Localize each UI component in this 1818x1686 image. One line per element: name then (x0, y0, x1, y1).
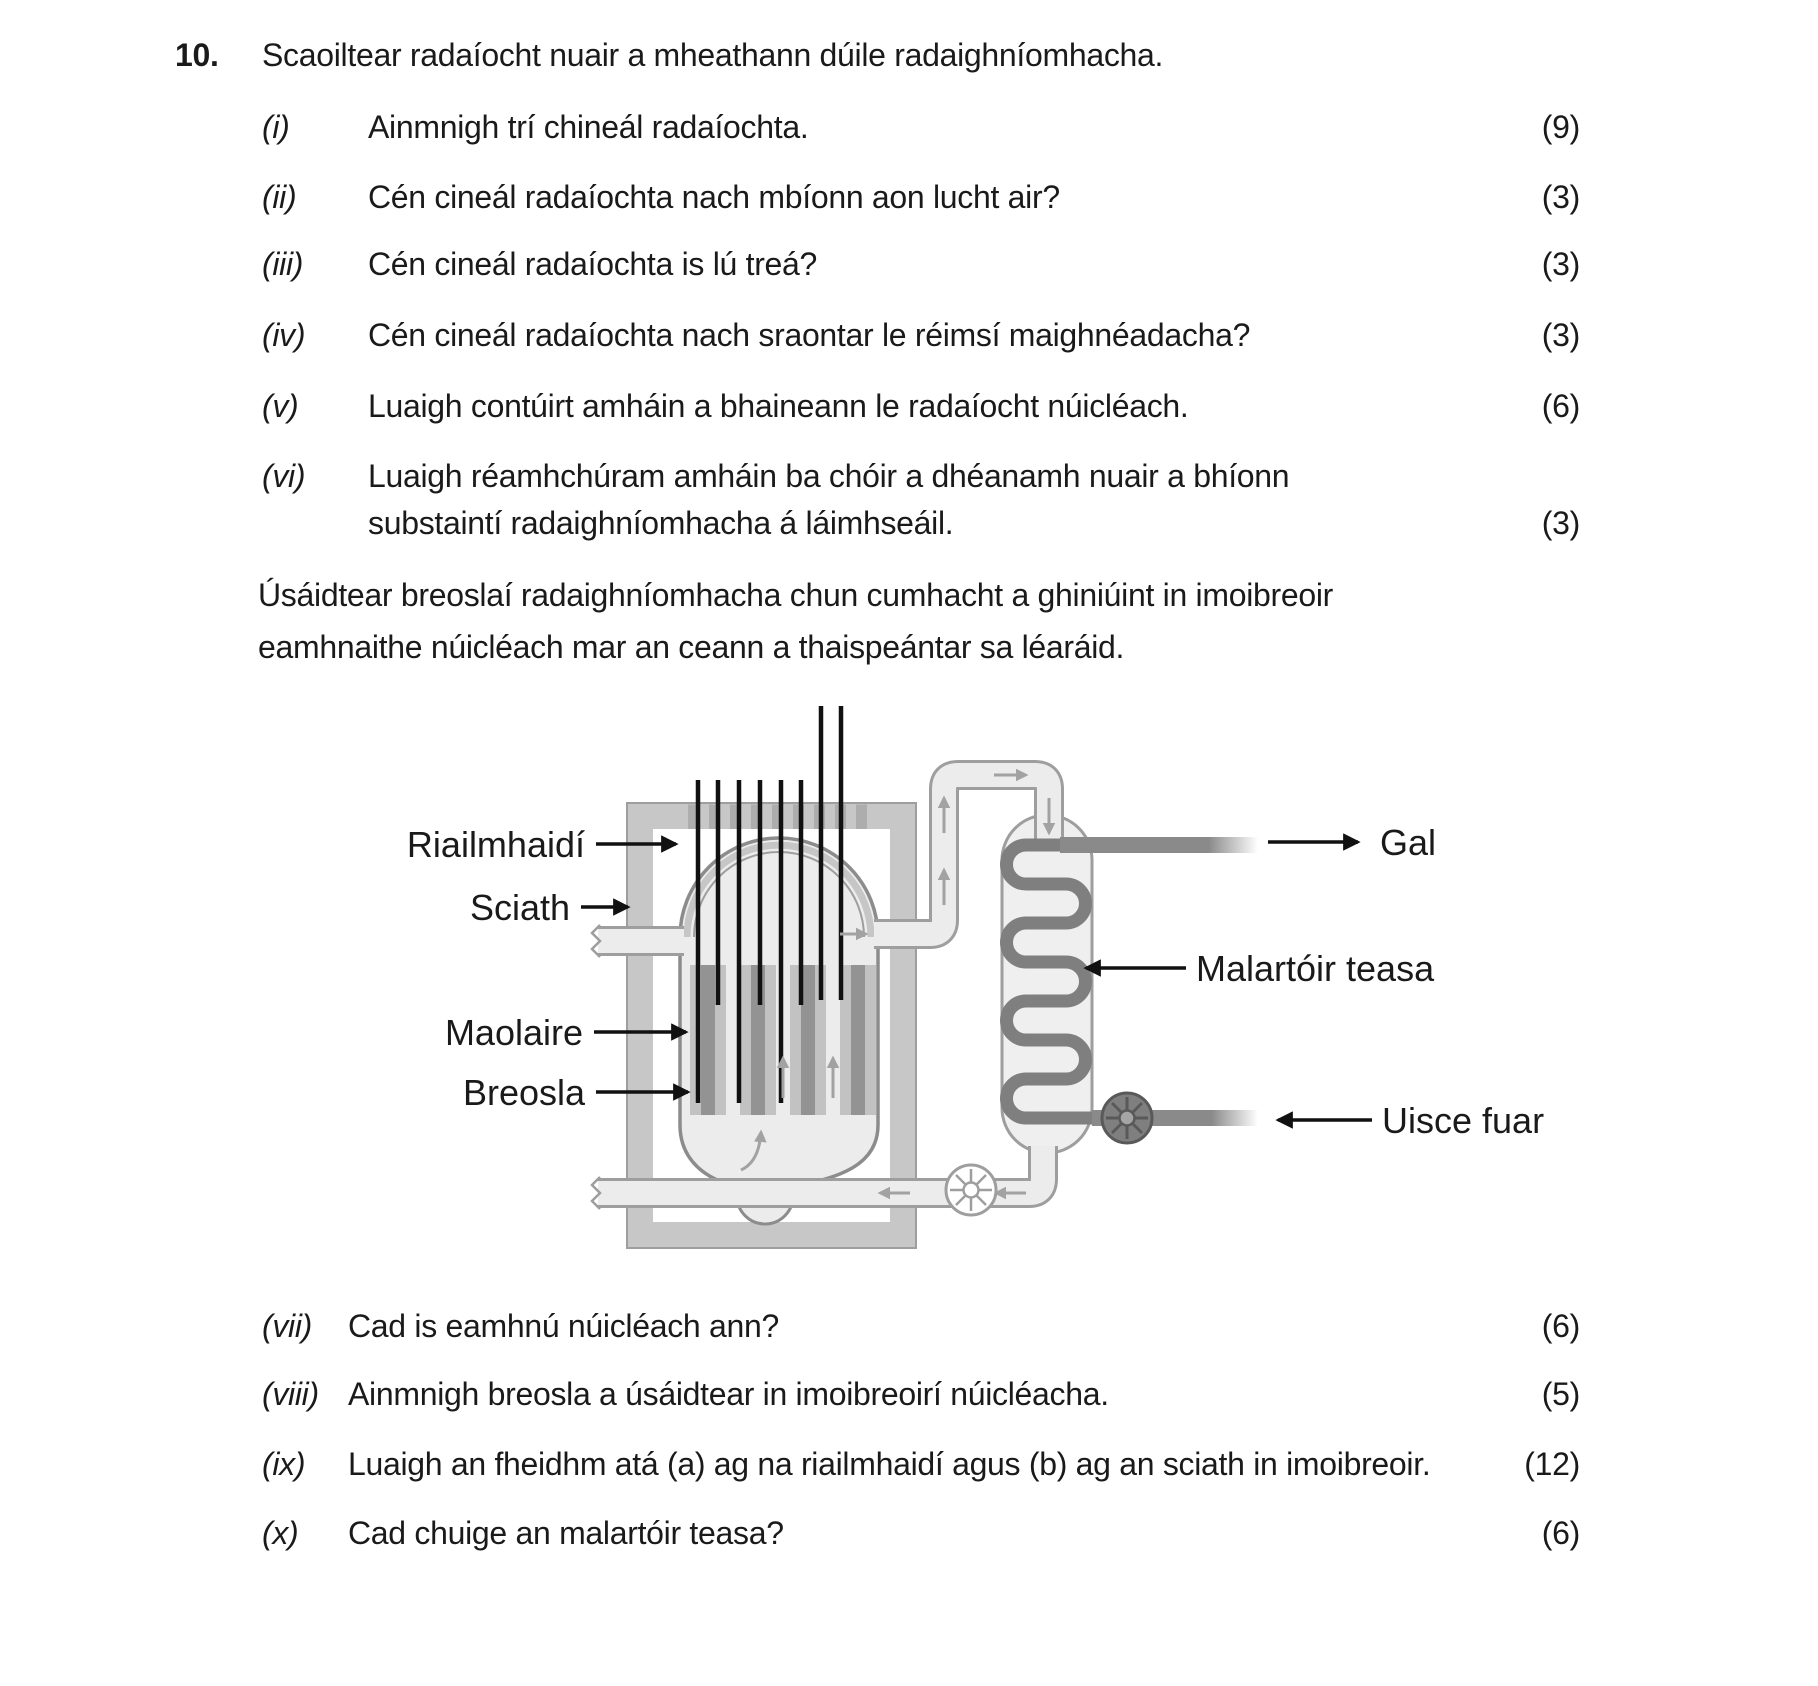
item-marks: (3) (1541, 246, 1580, 282)
paragraph-line: eamhnaithe núicléach mar an ceann a thaispeántar sa léaráid. (258, 629, 1125, 665)
heat-exchanger (1002, 815, 1092, 1153)
item-marks: (6) (1541, 1515, 1580, 1551)
question-item (0, 179, 1818, 227)
steam-pipe (1060, 837, 1258, 853)
label-steam: Gal (1380, 822, 1437, 863)
item-marks: (3) (1541, 505, 1580, 541)
label-moderator: Maolaire (444, 1012, 583, 1053)
item-marks: (3) (1541, 317, 1580, 353)
item-text: substaintí radaighníomhacha á láimhseáil. (368, 505, 954, 541)
question-item (0, 109, 1818, 157)
label-control-rods: Riailmhaidí (406, 824, 585, 865)
item-label: (i) (262, 109, 290, 145)
item-text: Luaigh an fheidhm atá (a) ag na riailmhaidí agus (b) ag an sciath in imoibreoir. (348, 1446, 1431, 1482)
item-label: (v) (262, 388, 299, 424)
item-text: Cén cineál radaíochta nach mbíonn aon lucht air? (368, 179, 1060, 215)
item-text: Ainmnigh trí chineál radaíochta. (368, 109, 809, 145)
item-marks: (9) (1541, 109, 1580, 145)
question-item (0, 458, 1818, 506)
item-label: (ii) (262, 179, 297, 215)
pipe-break-icon (582, 924, 600, 1210)
item-label: (x) (262, 1515, 299, 1551)
question-number: 10. (175, 37, 219, 73)
reactor-diagram (400, 660, 1630, 1310)
item-label: (vii) (262, 1308, 313, 1344)
question-item (0, 1308, 1818, 1356)
item-marks: (5) (1541, 1376, 1580, 1412)
item-text: Cén cineál radaíochta nach sraontar le réimsí maighnéadacha? (368, 317, 1251, 353)
question-item-continued (0, 505, 1818, 553)
item-marks: (6) (1541, 1308, 1580, 1344)
item-label: (iv) (262, 317, 306, 353)
coolant-pump-icon (946, 1165, 996, 1215)
question-item (0, 1446, 1818, 1494)
item-text: Cad chuige an malartóir teasa? (348, 1515, 784, 1551)
question-item (0, 1515, 1818, 1563)
item-label: (vi) (262, 458, 306, 494)
question-item (0, 317, 1818, 365)
paragraph-line: Úsáidtear breoslaí radaighníomhacha chun cumhacht a ghiniúint in imoibreoir (258, 577, 1334, 613)
item-text: Cén cineál radaíochta is lú treá? (368, 246, 818, 282)
item-text: Cad is eamhnú núicléach ann? (348, 1308, 780, 1344)
item-text: Luaigh contúirt amháin a bhaineann le radaíocht núicléach. (368, 388, 1189, 424)
feedwater-pump-icon (1102, 1093, 1152, 1143)
label-shield: Sciath (469, 887, 570, 928)
item-marks: (3) (1541, 179, 1580, 215)
item-text: Ainmnigh breosla a úsáidtear in imoibreoirí núicléacha. (348, 1376, 1109, 1412)
item-marks: (6) (1541, 388, 1580, 424)
question-header (0, 37, 1818, 85)
item-label: (iii) (262, 246, 304, 282)
question-intro: Scaoiltear radaíocht nuair a mheathann dúile radaighníomhacha. (262, 37, 1164, 73)
question-item (0, 388, 1818, 436)
item-text: Luaigh réamhchúram amháin ba chóir a dhéanamh nuair a bhíonn (368, 458, 1290, 494)
item-label: (ix) (262, 1446, 306, 1482)
item-marks: (12) (1524, 1446, 1580, 1482)
question-item (0, 246, 1818, 294)
label-heat-exchanger: Malartóir teasa (1196, 948, 1435, 989)
label-cold-water: Uisce fuar (1382, 1100, 1545, 1141)
item-label: (viii) (262, 1376, 319, 1412)
label-fuel: Breosla (462, 1072, 585, 1113)
question-item (0, 1376, 1818, 1424)
